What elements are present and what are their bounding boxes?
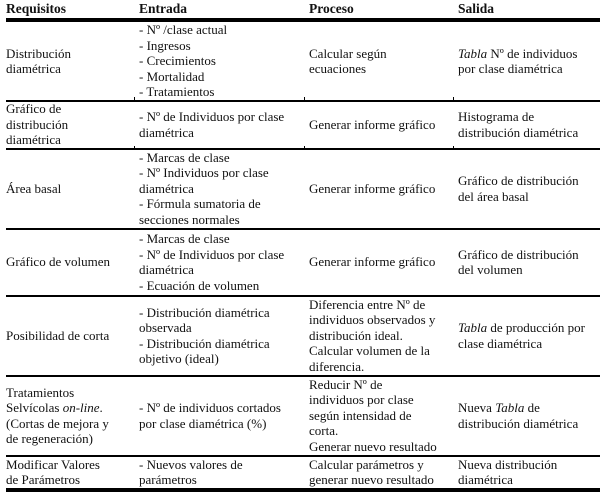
cell-text: Selvícolas bbox=[6, 400, 63, 415]
header-entrada: Entrada bbox=[139, 1, 188, 16]
cell-text bbox=[458, 320, 600, 336]
cell-text: - Distribución diamétrica bbox=[139, 335, 270, 351]
cell-text: según intensidad de bbox=[309, 407, 412, 423]
cell-text: Calcular según bbox=[309, 45, 387, 61]
cell-text: Diferencia entre Nº de bbox=[309, 296, 426, 312]
row-2-salida bbox=[458, 101, 600, 148]
column-tick bbox=[134, 97, 135, 101]
row-6-proceso bbox=[309, 376, 454, 455]
cell-text: - Marcas de clase bbox=[139, 149, 230, 165]
column-tick bbox=[304, 146, 305, 150]
cell-text: diferencia. bbox=[309, 358, 365, 374]
italic-text: on-line bbox=[62, 400, 100, 415]
cell-text: - Nuevos valores de bbox=[139, 456, 243, 472]
cell-text: de bbox=[524, 400, 540, 415]
row-6-entrada bbox=[139, 376, 304, 455]
cell-text: diamétrica bbox=[458, 472, 513, 487]
cell-text: por clase diamétrica (%) bbox=[139, 415, 267, 431]
row-6-requisitos bbox=[6, 376, 131, 455]
cell-text: Generar informe gráfico bbox=[309, 254, 436, 270]
cell-text: Calcular parámetros y bbox=[309, 456, 424, 472]
row-3-requisitos bbox=[6, 149, 131, 228]
row-4-entrada bbox=[139, 229, 304, 295]
cell-text: de producción por bbox=[487, 320, 585, 335]
cell-text: distribución ideal. bbox=[309, 327, 403, 343]
cell-text: (Cortas de mejora y bbox=[6, 415, 109, 431]
cell-text: - Nº Individuos por clase bbox=[139, 165, 269, 181]
row-4-proceso bbox=[309, 229, 454, 295]
cell-text: diamétrica bbox=[139, 262, 194, 277]
row-7-proceso bbox=[309, 456, 454, 488]
row-1-salida bbox=[458, 22, 600, 100]
row-5-salida bbox=[458, 296, 600, 375]
cell-text: - Nº de Individuos por clase bbox=[139, 109, 285, 124]
cell-text: observada bbox=[139, 320, 192, 335]
cell-text: por clase diamétrica bbox=[458, 61, 563, 76]
row-5-entrada bbox=[139, 296, 304, 375]
cell-text: clase diamétrica bbox=[458, 335, 543, 351]
cell-text: Gráfico de bbox=[6, 101, 62, 117]
header-proceso: Proceso bbox=[309, 1, 354, 16]
italic-text: Tabla bbox=[458, 45, 488, 61]
header-requisitos: Requisitos bbox=[6, 1, 67, 16]
row-7-requisitos bbox=[6, 456, 131, 488]
cell-text: - Ecuación de volumen bbox=[139, 277, 260, 293]
cell-text bbox=[458, 400, 600, 416]
cell-text: - Tratamientos bbox=[139, 84, 215, 100]
cell-text: - Nº de Individuos por clase bbox=[139, 246, 285, 262]
cell-text: Nueva bbox=[458, 400, 496, 415]
cell-text: Distribución bbox=[6, 45, 71, 61]
cell-text: Nueva distribución bbox=[458, 456, 558, 472]
header-salida: Salida bbox=[458, 1, 495, 16]
cell-text: parámetros bbox=[139, 472, 197, 487]
row-7-salida bbox=[458, 456, 600, 488]
cell-text: diamétrica bbox=[139, 180, 194, 196]
cell-text: Nº de individuos bbox=[487, 45, 578, 61]
cell-text: del volumen bbox=[458, 262, 523, 277]
cell-text: - Ingresos bbox=[139, 37, 191, 53]
row-5-proceso bbox=[309, 296, 454, 375]
cell-text bbox=[6, 400, 131, 416]
cell-text: Gráfico de distribución bbox=[458, 246, 579, 262]
row-2-entrada bbox=[139, 101, 304, 148]
cell-text: generar nuevo resultado bbox=[309, 472, 434, 487]
cell-text: - Nº de individuos cortados bbox=[139, 400, 281, 415]
column-tick bbox=[304, 97, 305, 101]
cell-text: Generar informe gráfico bbox=[309, 116, 436, 132]
cell-text: Generar informe gráfico bbox=[309, 180, 436, 196]
row-4-requisitos bbox=[6, 229, 131, 295]
italic-text: Tabla bbox=[458, 320, 488, 335]
cell-text: Histograma de bbox=[458, 109, 535, 124]
cell-text: - Crecimientos bbox=[139, 53, 216, 69]
cell-text: distribución diamétrica bbox=[458, 415, 579, 431]
cell-text: de regeneración) bbox=[6, 431, 93, 446]
row-7-entrada bbox=[139, 456, 304, 488]
row-2-requisitos bbox=[6, 101, 131, 148]
cell-text: - Marcas de clase bbox=[139, 231, 230, 246]
cell-text: diamétrica bbox=[6, 61, 61, 76]
cell-text: Reducir Nº de bbox=[309, 376, 383, 392]
cell-text: . bbox=[99, 400, 103, 415]
cell-text: Gráfico de distribución bbox=[458, 173, 579, 188]
cell-text: - Nº /clase actual bbox=[139, 22, 228, 38]
cell-text: diamétrica bbox=[139, 124, 194, 140]
row-3-entrada bbox=[139, 149, 304, 228]
cell-text: Área basal bbox=[6, 180, 62, 196]
row-3-salida bbox=[458, 149, 600, 228]
cell-text: del área basal bbox=[458, 188, 529, 204]
cell-text: secciones normales bbox=[139, 211, 240, 227]
row-4-salida bbox=[458, 229, 600, 295]
cell-text: distribución diamétrica bbox=[458, 124, 579, 140]
cell-text: de Parámetros bbox=[6, 472, 81, 487]
cell-text: ecuaciones bbox=[309, 61, 367, 76]
row-1-proceso bbox=[309, 22, 454, 100]
row-5-requisitos bbox=[6, 296, 131, 375]
row-1-entrada bbox=[139, 22, 304, 100]
cell-text: Tratamientos bbox=[6, 384, 75, 400]
cell-text: Calcular volumen de la bbox=[309, 343, 430, 359]
cell-text: individuos observados y bbox=[309, 312, 436, 328]
cell-text: diamétrica bbox=[6, 132, 61, 148]
cell-text: Modificar Valores bbox=[6, 456, 100, 472]
cell-text: individuos por clase bbox=[309, 392, 414, 408]
row-6-salida bbox=[458, 376, 600, 455]
cell-text: - Mortalidad bbox=[139, 68, 205, 84]
cell-text: Generar nuevo resultado bbox=[309, 438, 437, 454]
row-1-requisitos bbox=[6, 22, 131, 100]
cell-text: Gráfico de volumen bbox=[6, 254, 110, 270]
cell-text: objetivo (ideal) bbox=[139, 351, 219, 366]
cell-text: - Distribución diamétrica bbox=[139, 304, 270, 320]
cell-text bbox=[458, 46, 600, 62]
bottom-rule bbox=[6, 488, 600, 492]
row-3-proceso bbox=[309, 149, 454, 228]
italic-text: Tabla bbox=[495, 400, 525, 415]
cell-text: distribución bbox=[6, 116, 69, 132]
row-2-proceso bbox=[309, 101, 454, 148]
cell-text: corta. bbox=[309, 423, 339, 439]
column-tick bbox=[134, 146, 135, 150]
cell-text: - Fórmula sumatoria de bbox=[139, 196, 261, 212]
cell-text: Posibilidad de corta bbox=[6, 327, 110, 343]
